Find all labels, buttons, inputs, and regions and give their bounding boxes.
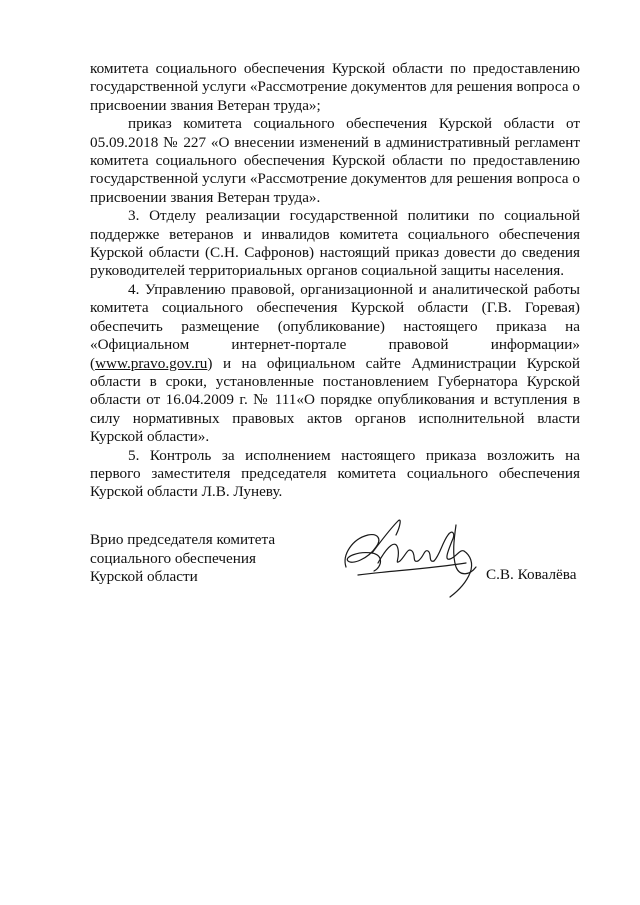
paragraph-item-4-text-before: 4. Управлению правовой, организационной и аналитической работы комитета социального обеспечения Курской области (Г.В. Горевая) обеспечить размещение (опубликование) настоящего приказа на «Официальном интернет-портале правовой информации» ( [90, 280, 580, 372]
paragraph-item-5: 5. Контроль за исполнением настоящего приказа возложить на первого заместителя председателя комитета социального обеспечения Курской области Л.В. Луневу. [90, 446, 580, 501]
paragraph-item-4 [90, 281, 580, 447]
document-body [90, 60, 580, 502]
position-line-3: Курской области [90, 568, 198, 585]
signatory-position [90, 531, 290, 587]
signer-name: С.В. Ковалёва [486, 566, 577, 583]
paragraph-item-4-text-after: ) и на официальном сайте Администрации Курской области в сроки, установленные постановлением Губернатора Курской области от 16.04.2009 г. № 111«О порядке опубликования и вступления в силу нормативных правовых актов органов исполнительной власти Курской области». [90, 354, 580, 446]
position-line-2: социального обеспечения [90, 549, 257, 567]
paragraph-order-227: приказ комитета социального обеспечения Курской области от 05.09.2018 № 227 «О внесении изменений в административный регламент комитета социального обеспечения Курской области по предоставлению государственной услуги «Рассмотрение документов для решения вопроса о присвоении звания Ветеран труда». [90, 115, 580, 206]
pravo-gov-link[interactable]: www.pravo.gov.ru [95, 354, 208, 372]
position-line-1: Врио председателя комитета [90, 531, 276, 548]
paragraph-item-3: 3. Отделу реализации государственной политики по социальной поддержке ветеранов и инвалидов комитета социального обеспечения Курской области (С.Н. Сафронов) настоящий приказ довести до сведения руководителей территориальных органов социальной защиты населения. [90, 207, 580, 280]
handwritten-signature [338, 505, 488, 605]
paragraph-regulation-tail: комитета социального обеспечения Курской области по предоставлению государственной услуги «Рассмотрение документов для решения вопроса о присвоении звания Ветеран труда»; [90, 60, 580, 114]
